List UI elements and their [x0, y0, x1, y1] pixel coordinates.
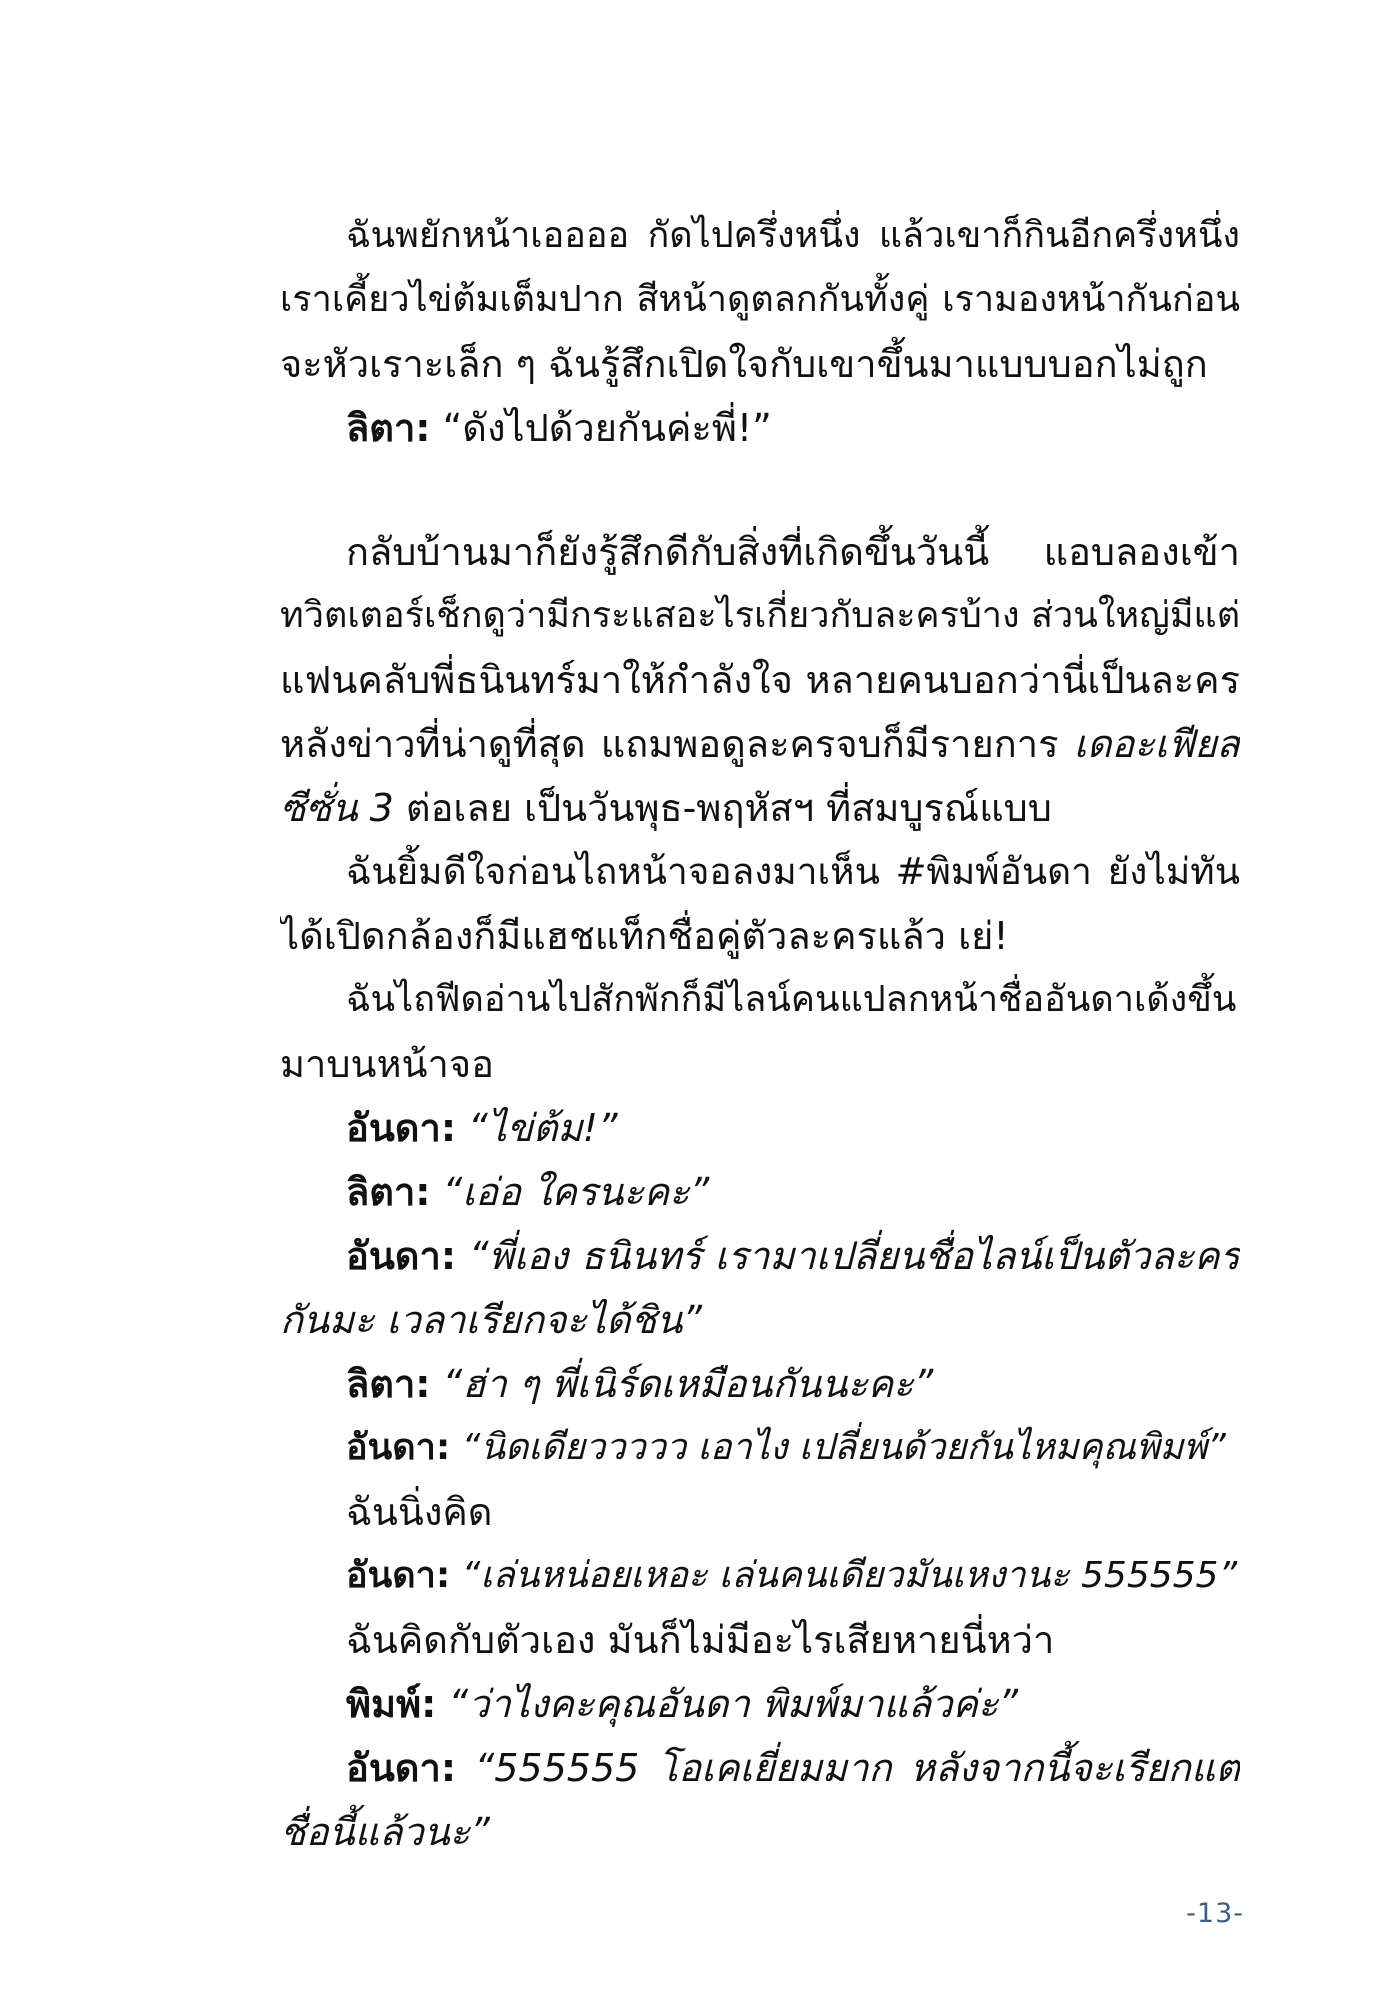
speaker-name: ลิตา:	[346, 1170, 431, 1214]
chat-continuation: ชื่อนี้แล้วนะ”	[280, 1810, 490, 1854]
chat-text: “ไข่ต้ม!”	[468, 1106, 618, 1150]
chat-line	[280, 1096, 1240, 1160]
text-line: มาบนหน้าจอ	[280, 1042, 494, 1086]
chat-text: “ฮ่า ๆ พี่เนิร์ดเหมือนกันนะคะ”	[442, 1362, 934, 1406]
chat-line	[280, 1672, 1240, 1736]
text-line: ทวิตเตอร์เช็กดูว่ามีกระแสอะไรเกี่ยวกับละครบ้าง ส่วนใหญ่มีแต่	[280, 595, 1240, 636]
dialogue-line	[280, 396, 1240, 460]
chat-text: “ว่าไงคะคุณอันดา พิมพ์มาแล้วค่ะ”	[448, 1682, 1019, 1726]
page-body	[280, 204, 1240, 1864]
chat-line	[280, 1160, 1240, 1224]
text-segment: หลังข่าวที่น่าดูที่สุด แถมพอดูละครจบก็มีรายการ	[280, 722, 1059, 766]
speaker-name: อันดา:	[346, 1106, 457, 1150]
chat-line	[280, 1416, 1240, 1480]
speaker-name: ลิตา:	[346, 1362, 431, 1406]
narration-line: ฉันนิ่งคิด	[346, 1490, 493, 1534]
text-line: ฉันพยักหน้าเออออ กัดไปครึ่งหนึ่ง แล้วเขาก็กินอีกครึ่งหนึ่ง	[346, 215, 1240, 256]
show-title: เดอะเฟียส	[1073, 722, 1240, 766]
text-line: ฉันยิ้มดีใจก่อนไถหน้าจอลงมาเห็น #พิมพ์อันดา ยังไม่ทัน	[346, 850, 1240, 893]
chat-text: “เล่นหน่อยเหอะ เล่นคนเดียวมันเหงานะ 555555”	[461, 1555, 1238, 1596]
text-line: เราเคี้ยวไข่ต้มเต็มปาก สีหน้าดูตลกกันทั้งคู่ เรามองหน้ากันก่อน	[280, 279, 1240, 320]
text-line	[280, 712, 1240, 776]
text-line: กลับบ้านมาก็ยังรู้สึกดีกับสิ่งที่เกิดขึ้นวันนี้ แอบลองเข้า	[346, 530, 1240, 574]
section-gap	[280, 460, 1240, 520]
chat-text: “พี่เอง ธนินทร์ เรามาเปลี่ยนชื่อไลน์เป็นตัวละคร	[468, 1234, 1240, 1278]
text-line: ได้เปิดกล้องก็มีแฮชแท็กชื่อคู่ตัวละครแล้ว เย่!	[280, 914, 1009, 958]
text-segment: ต่อเลย เป็นวันพุธ-พฤหัสฯ ที่สมบูรณ์แบบ	[405, 786, 1052, 830]
text-line: แฟนคลับพี่ธนินทร์มาให้กำลังใจ หลายคนบอกว่านี่เป็นละคร	[280, 658, 1240, 702]
chat-line	[280, 1544, 1240, 1608]
dialogue-text: “ดังไปด้วยกันค่ะพี่!”	[442, 406, 772, 450]
chat-line	[280, 1224, 1240, 1288]
speaker-name: อันดา:	[346, 1234, 457, 1278]
chat-line	[280, 1736, 1240, 1800]
text-line: ฉันไถฟีดอ่านไปสักพักก็มีไลน์คนแปลกหน้าชื่ออันดาเด้งขึ้น	[346, 979, 1237, 1020]
chat-continuation: กันมะ เวลาเรียกจะได้ชิน”	[280, 1298, 703, 1342]
speaker-name: อันดา:	[346, 1427, 451, 1468]
chat-line	[280, 1352, 1240, 1416]
speaker-name: ลิตา:	[346, 406, 431, 450]
text-line: จะหัวเราะเล็ก ๆ ฉันรู้สึกเปิดใจกับเขาขึ้นมาแบบบอกไม่ถูก	[280, 342, 1208, 386]
speaker-name: อันดา:	[346, 1746, 457, 1790]
chat-text: “นิดเดียววววว เอาไง เปลี่ยนด้วยกันไหมคุณพิมพ์”	[461, 1427, 1226, 1468]
page-number: -13-	[1186, 1898, 1244, 1929]
text-line	[280, 776, 1240, 840]
narration-line: ฉันคิดกับตัวเอง มันก็ไม่มีอะไรเสียหายนี่หว่า	[346, 1618, 1055, 1662]
chat-text: “555555 โอเคเยี่ยมมาก หลังจากนี้จะเรียกแต่	[474, 1746, 1240, 1790]
speaker-name: อันดา:	[346, 1555, 451, 1596]
speaker-name: พิมพ์:	[346, 1682, 437, 1726]
chat-text: “เอ่อ ใครนะคะ”	[442, 1170, 710, 1214]
show-title: ซีซั่น 3	[280, 786, 394, 830]
